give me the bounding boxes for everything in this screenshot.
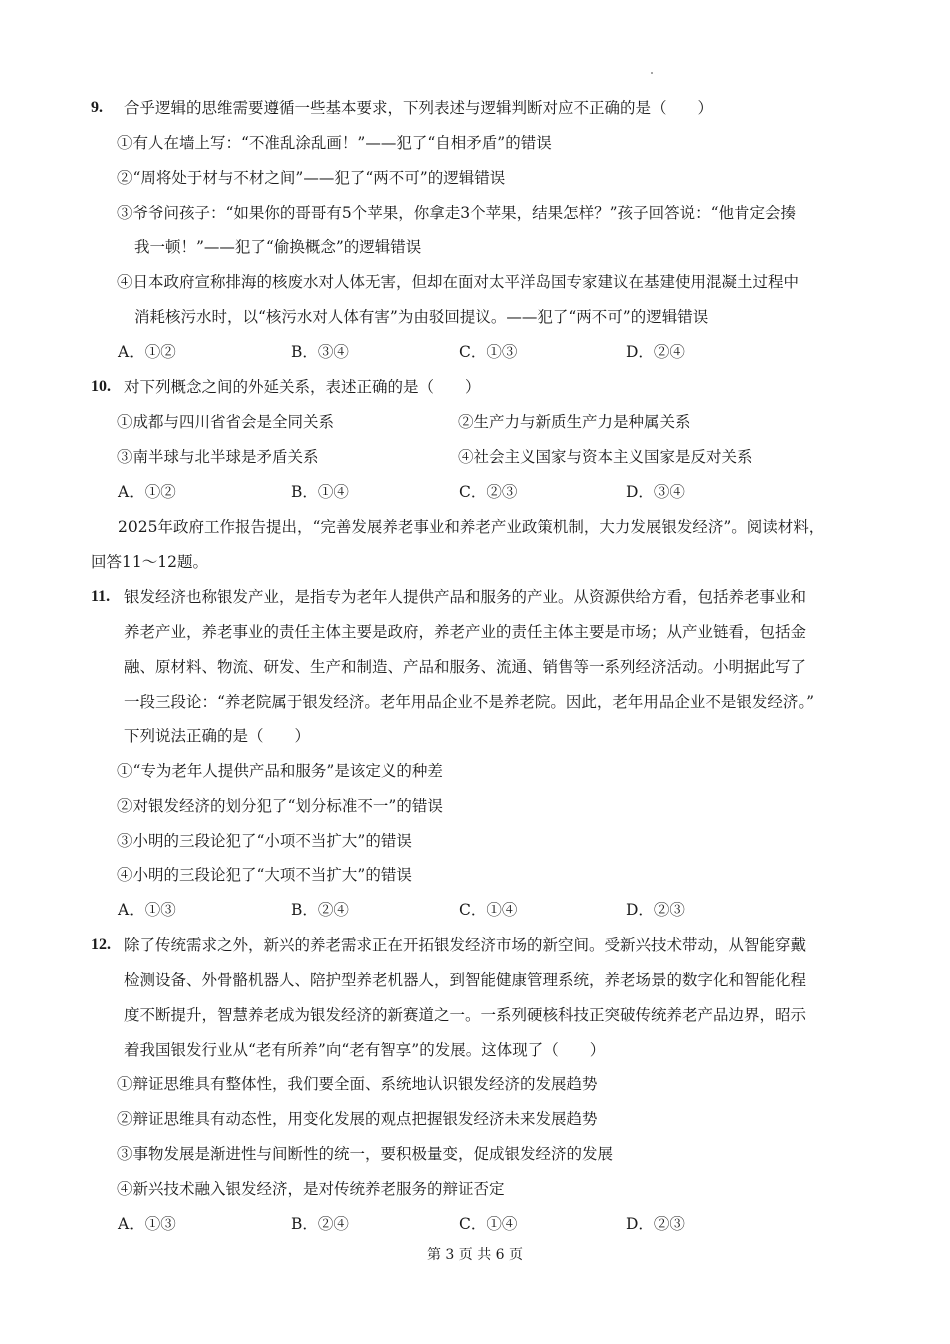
option-d[interactable]: D．②③ [626,1215,685,1233]
intro-line: 2025年政府工作报告提出，“完善发展养老事业和养老产业政策机制，大力发展银发经济”。阅读材料， [118,518,825,536]
statement-item: ④社会主义国家与资本主义国家是反对关系 [458,448,753,466]
statement-item: ②生产力与新质生产力是种属关系 [458,413,691,431]
option-d[interactable]: D．③④ [626,483,685,501]
statement-item: ①成都与四川省省会是全同关系 [117,413,335,431]
statement-item: ②辩证思维具有动态性，用变化发展的观点把握银发经济未来发展趋势 [117,1110,598,1128]
statement-item: ①“专为老年人提供产品和服务”是该定义的种差 [117,762,443,780]
statement-item: ④新兴技术融入银发经济，是对传统养老服务的辩证否定 [117,1180,505,1198]
statement-item-cont: 我一顿！”——犯了“偷换概念”的逻辑错误 [134,238,422,256]
question-stem-line: 除了传统需求之外，新兴的养老需求正在开拓银发经济市场的新空间。受新兴技术带动，从智能穿戴 [124,936,807,954]
question-stem-line: 银发经济也称银发产业，是指专为老年人提供产品和服务的产业。从资源供给方看，包括养老事业和 [124,588,807,606]
option-a[interactable]: A．①② [118,483,176,501]
question-stem-line: 度不断提升，智慧养老成为银发经济的新赛道之一。一系列硬核科技正突破传统养老产品边界，昭示 [124,1006,807,1024]
option-b[interactable]: B．①④ [291,483,349,501]
option-a[interactable]: A．①② [118,343,176,361]
question-stem: 合乎逻辑的思维需要遵循一些基本要求，下列表述与逻辑判断对应不正确的是（ ） [124,99,714,117]
statement-item: ③爷爷问孩子：“如果你的哥哥有5个苹果，你拿走3个苹果，结果怎样？”孩子回答说：“他肯定会揍 [117,204,796,222]
statement-item: ④日本政府宣称排海的核废水对人体无害，但却在面对太平洋岛国专家建议在基建使用混凝土过程中 [117,273,800,291]
option-c[interactable]: C．①③ [459,343,518,361]
question-stem-line: 融、原材料、物流、研发、生产和制造、产品和服务、流通、销售等一系列经济活动。小明据此写了 [124,658,807,676]
question-number: 9. [91,99,103,116]
statement-item: ③南半球与北半球是矛盾关系 [117,448,319,466]
statement-item: ②对银发经济的划分犯了“划分标准不一”的错误 [117,797,443,815]
statement-item: ③事物发展是渐进性与间断性的统一，要积极量变，促成银发经济的发展 [117,1145,614,1163]
scan-dot [651,72,653,74]
question-number: 12. [91,936,111,953]
statement-item: ①有人在墙上写：“不准乱涂乱画！”——犯了“自相矛盾”的错误 [117,134,552,152]
option-d[interactable]: D．②③ [626,901,685,919]
option-b[interactable]: B．②④ [291,1215,349,1233]
statement-item: ④小明的三段论犯了“大项不当扩大”的错误 [117,866,412,884]
question-stem: 对下列概念之间的外延关系，表述正确的是（ ） [124,378,481,396]
option-d[interactable]: D．②④ [626,343,685,361]
option-b[interactable]: B．③④ [291,343,349,361]
statement-item: ②“周将处于材与不材之间”——犯了“两不可”的逻辑错误 [117,169,506,187]
statement-item-cont: 消耗核污水时，以“核污水对人体有害”为由驳回提议。——犯了“两不可”的逻辑错误 [134,308,709,326]
question-stem-line: 检测设备、外骨骼机器人、陪护型养老机器人，到智能健康管理系统，养老场景的数字化和智能化程 [124,971,807,989]
option-c[interactable]: C．①④ [459,1215,518,1233]
question-stem-line: 下列说法正确的是（ ） [124,727,311,745]
statement-item: ①辩证思维具有整体性，我们要全面、系统地认识银发经济的发展趋势 [117,1075,598,1093]
intro-line: 回答11～12题。 [91,553,208,571]
question-stem-line: 一段三段论：“养老院属于银发经济。老年用品企业不是养老院。因此，老年用品企业不是银发经济。” [124,693,815,711]
option-c[interactable]: C．①④ [459,901,518,919]
question-stem-line: 着我国银发行业从“老有所养”向“老有智享”的发展。这体现了（ ） [124,1041,606,1059]
option-c[interactable]: C．②③ [459,483,518,501]
question-stem-line: 养老产业，养老事业的责任主体主要是政府，养老产业的责任主体主要是市场；从产业链看，包括金 [124,623,807,641]
statement-item: ③小明的三段论犯了“小项不当扩大”的错误 [117,832,412,850]
option-a[interactable]: A．①③ [118,1215,176,1233]
option-a[interactable]: A．①③ [118,901,176,919]
page-footer: 第 3 页 共 6 页 [426,1247,524,1263]
option-b[interactable]: B．②④ [291,901,349,919]
question-number: 11. [91,588,111,605]
question-number: 10. [91,378,111,395]
